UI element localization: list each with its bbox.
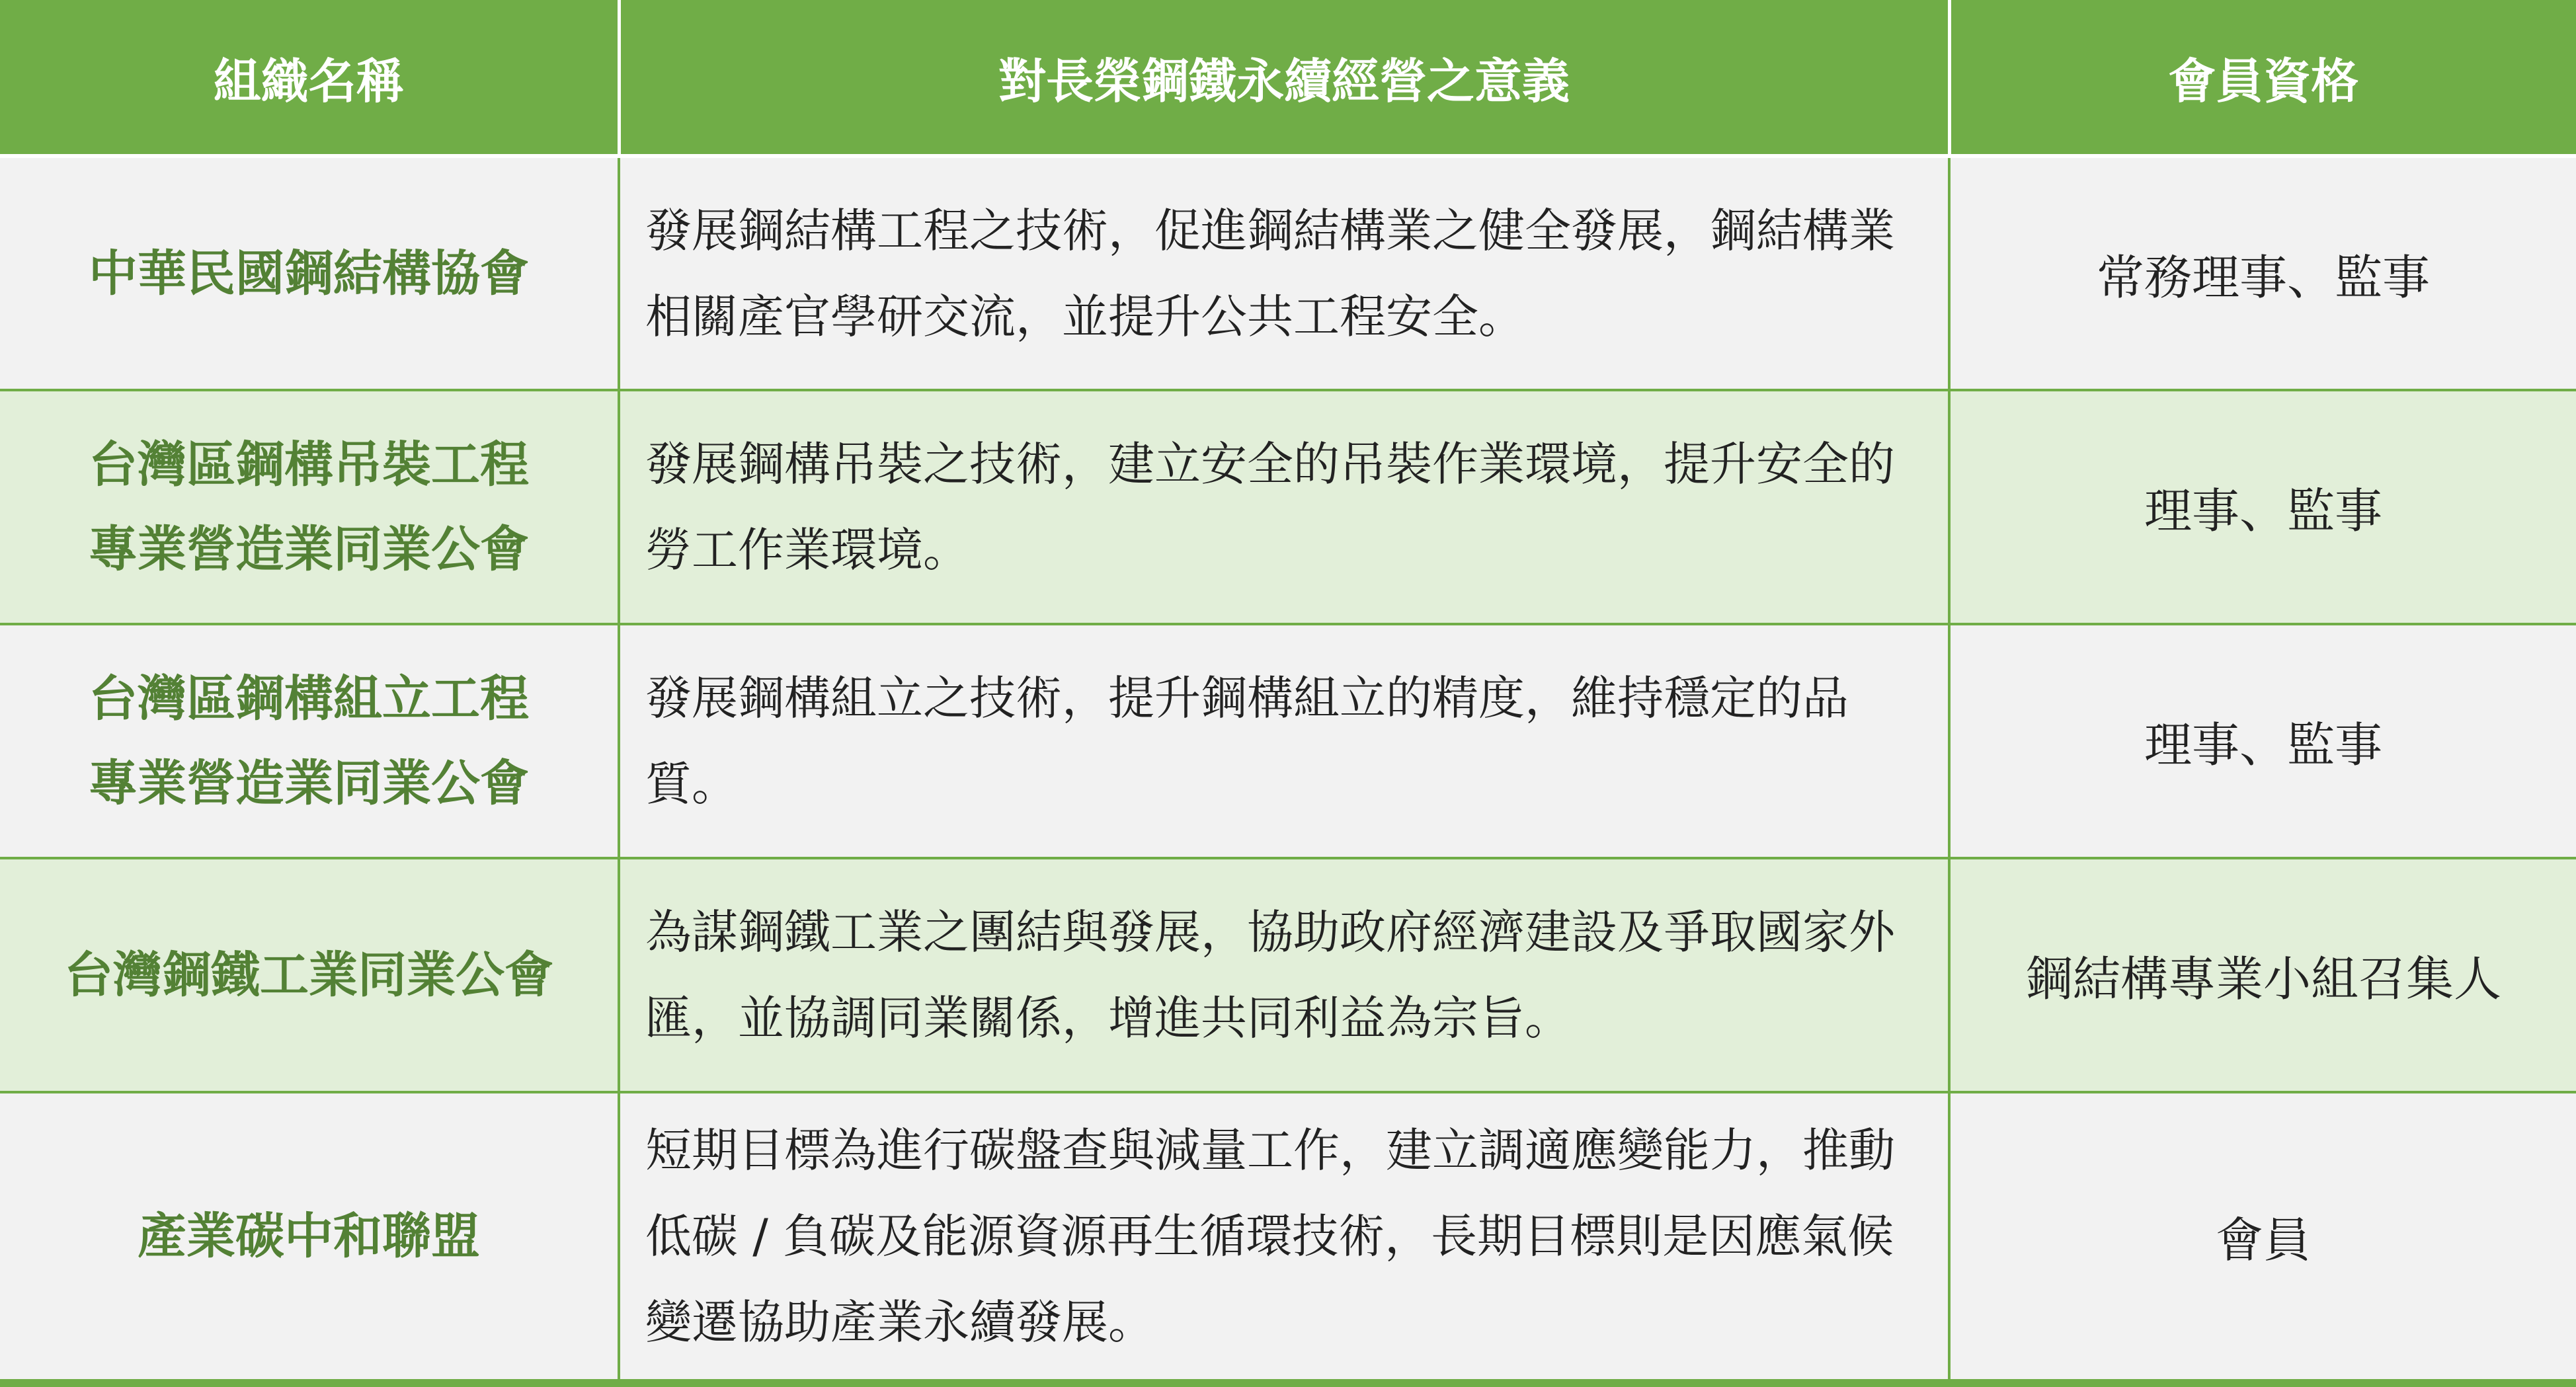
table-row bbox=[0, 1092, 2576, 1383]
membership-text: 會員 bbox=[2215, 1212, 2311, 1268]
significance-text: 發展鋼結構工程之技術，促進鋼結構業之健全發展，鋼結構業相關產官學研交流，並提升公共工程安全。 bbox=[645, 203, 1895, 344]
membership-text: 理事、監事 bbox=[2144, 717, 2382, 773]
org-name-line: 產業碳中和聯盟 bbox=[138, 1208, 480, 1265]
table-row bbox=[0, 156, 2576, 390]
table-row bbox=[0, 858, 2576, 1092]
membership-text: 鋼結構專業小組召集人 bbox=[2025, 951, 2501, 1007]
org-name-line: 台灣區鋼構組立工程 bbox=[89, 670, 529, 727]
significance-cell bbox=[619, 1092, 1949, 1383]
table-row bbox=[0, 624, 2576, 858]
membership-cell bbox=[1949, 156, 2576, 390]
membership-cell bbox=[1949, 390, 2576, 624]
header-organization-name: 組織名稱 bbox=[0, 0, 619, 156]
table-header-row bbox=[0, 0, 2576, 156]
significance-text: 發展鋼構組立之技術，提升鋼構組立的精度，維持穩定的品質。 bbox=[645, 671, 1849, 811]
org-name-cell bbox=[0, 624, 619, 858]
header-membership-qualification: 會員資格 bbox=[1949, 0, 2576, 156]
org-name-line: 專業營造業同業公會 bbox=[89, 755, 529, 812]
org-name-line: 專業營造業同業公會 bbox=[89, 521, 529, 578]
org-name-line: 台灣區鋼構吊裝工程 bbox=[89, 436, 529, 493]
org-name-cell bbox=[0, 858, 619, 1092]
membership-text: 常務理事、監事 bbox=[2096, 249, 2430, 305]
org-name-line: 中華民國鋼結構協會 bbox=[89, 245, 529, 302]
table-row bbox=[0, 390, 2576, 624]
significance-text: 短期目標為進行碳盤查與減量工作，建立調適應變能力，推動低碳 / 負碳及能源資源再生循環技術，長期目標則是因應氣候變遷協助產業永續發展。 bbox=[645, 1123, 1895, 1349]
membership-cell bbox=[1949, 858, 2576, 1092]
significance-cell bbox=[619, 390, 1949, 624]
membership-cell bbox=[1949, 624, 2576, 858]
header-significance: 對長榮鋼鐵永續經營之意義 bbox=[619, 0, 1949, 156]
org-name-cell bbox=[0, 390, 619, 624]
org-name-line: 台灣鋼鐵工業同業公會 bbox=[64, 947, 553, 1004]
membership-text: 理事、監事 bbox=[2144, 483, 2382, 539]
significance-cell bbox=[619, 858, 1949, 1092]
org-name-cell bbox=[0, 156, 619, 390]
org-name-cell bbox=[0, 1092, 619, 1383]
significance-cell bbox=[619, 156, 1949, 390]
significance-text: 發展鋼構吊裝之技術，建立安全的吊裝作業環境，提升安全的勞工作業環境。 bbox=[645, 437, 1895, 577]
membership-cell bbox=[1949, 1092, 2576, 1383]
significance-cell bbox=[619, 624, 1949, 858]
significance-text: 為謀鋼鐵工業之團結與發展，協助政府經濟建設及爭取國家外匯，並協調同業關係，增進共同利益為宗旨。 bbox=[645, 905, 1895, 1045]
